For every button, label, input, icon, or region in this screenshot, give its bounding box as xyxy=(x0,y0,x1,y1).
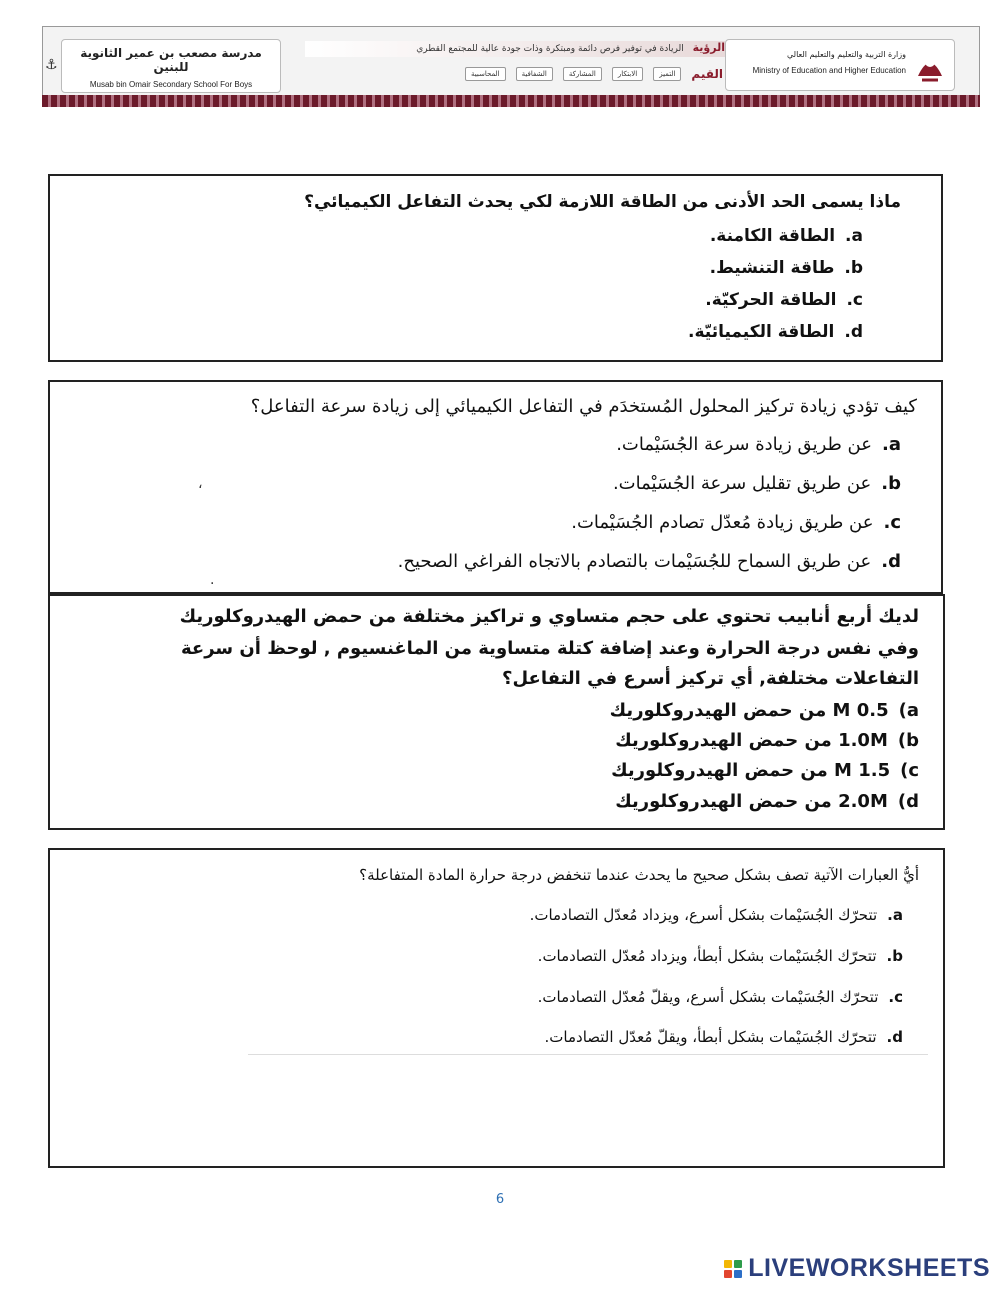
school-name-english: Musab bin Omair Secondary School For Boys xyxy=(89,80,253,89)
question-title-line: التفاعلات مختلفة, أي تركيز أسرع في التفاعل؟ xyxy=(502,668,919,689)
answer-option[interactable] xyxy=(710,226,863,246)
option-text: تتحرّك الجُسَيْمات بشكل أسرع، ويزداد مُعدّل التصادمات. xyxy=(529,906,878,924)
ministry-name-arabic: وزارة التربية والتعليم والتعليم العالي xyxy=(786,50,906,59)
answer-option[interactable] xyxy=(615,730,919,751)
option-letter: c. xyxy=(846,290,863,310)
option-text: تتحرّك الجُسَيْمات بشكل أسرع، ويقلّ مُعدّل التصادمات. xyxy=(537,988,879,1006)
answer-option[interactable] xyxy=(545,1028,903,1046)
answer-option[interactable] xyxy=(610,700,919,721)
option-text: عن طريق زيادة مُعدّل تصادم الجُسَيْمات. xyxy=(571,512,874,533)
ministry-box xyxy=(725,39,955,91)
ministry-emblem-icon xyxy=(914,46,946,84)
school-name-arabic: مدرسة مصعب بن عمير الثانوية للبنين xyxy=(80,46,262,74)
question-title: كيف تؤدي زيادة تركيز المحلول المُستخدَم في التفاعل الكيميائي إلى زيادة سرعة التفاعل؟ xyxy=(250,396,917,417)
liveworksheets-logo[interactable] xyxy=(724,1254,990,1283)
option-letter: b. xyxy=(886,947,903,965)
option-letter: a. xyxy=(887,906,903,924)
option-letter: d) xyxy=(897,791,919,812)
question-box-4 xyxy=(48,848,945,1168)
option-letter: d. xyxy=(881,551,901,572)
option-text: 0.5 M من حمض الهيدروكلوريك xyxy=(609,700,889,721)
header-decorative-stripe xyxy=(42,95,980,107)
option-letter: b) xyxy=(897,730,919,751)
stray-mark: . xyxy=(210,572,215,588)
answer-option[interactable] xyxy=(611,760,919,781)
divider-line xyxy=(248,1054,928,1055)
option-text: عن طريق تقليل سرعة الجُسَيْمات. xyxy=(612,473,872,494)
stray-mark: ، xyxy=(198,476,203,492)
ministry-name-english: Ministry of Education and Higher Education xyxy=(752,66,906,75)
answer-option[interactable] xyxy=(613,473,901,494)
value-chip: المحاسبية xyxy=(465,67,506,81)
option-text: تتحرّك الجُسَيْمات بشكل أبطأ، ويزداد مُعدّل التصادمات. xyxy=(537,947,877,965)
question-title: ماذا يسمى الحد الأدنى من الطاقة اللازمة لكي يحدث التفاعل الكيميائي؟ xyxy=(304,192,901,212)
vision-statement xyxy=(305,41,725,57)
vision-label: الرؤية xyxy=(692,41,725,54)
option-letter: c. xyxy=(888,988,903,1006)
option-text: تتحرّك الجُسَيْمات بشكل أبطأ، ويقلّ مُعدّل التصادمات. xyxy=(544,1028,877,1046)
answer-option[interactable] xyxy=(538,988,903,1006)
question-box-1 xyxy=(48,174,943,362)
question-title-line: وفي نفس درجة الحرارة وعند إضافة كتلة متساوية من الماغنسيوم , لوحظ أن سرعة xyxy=(181,638,919,659)
answer-option[interactable] xyxy=(688,322,863,342)
option-letter: a. xyxy=(882,434,901,455)
answer-option[interactable] xyxy=(616,434,901,455)
school-name-box xyxy=(61,39,281,93)
answer-option[interactable] xyxy=(705,290,863,310)
vision-text: الريادة في توفير فرص دائمة ومبتكرة وذات جودة عالية للمجتمع القطري xyxy=(416,44,684,54)
values-row xyxy=(343,67,723,81)
answer-option[interactable] xyxy=(710,258,863,278)
answer-option[interactable] xyxy=(538,947,903,965)
option-text: الطاقة الحركيّة. xyxy=(705,290,837,310)
value-chip: المشاركة xyxy=(563,67,602,81)
question-box-2 xyxy=(48,380,943,594)
question-box-3 xyxy=(48,594,945,830)
option-text: عن طريق السماح للجُسَيْمات بالتصادم بالاتجاه الفراغي الصحيح. xyxy=(397,551,872,572)
value-chip: الشفافية xyxy=(516,67,553,81)
option-letter: c. xyxy=(883,512,901,533)
option-letter: a) xyxy=(898,700,919,721)
option-letter: b. xyxy=(844,258,863,278)
option-text: الطاقة الكامنة. xyxy=(709,226,836,246)
values-label: القيم xyxy=(691,67,723,81)
option-text: عن طريق زيادة سرعة الجُسَيْمات. xyxy=(616,434,872,455)
answer-option[interactable] xyxy=(530,906,903,924)
answer-option[interactable] xyxy=(615,791,919,812)
option-letter: b. xyxy=(881,473,901,494)
option-text: طاقة التنشيط. xyxy=(709,258,835,278)
question-title: أيُّ العبارات الآتية تصف بشكل صحيح ما يحدث عندما تنخفض درجة حرارة المادة المتفاعلة؟ xyxy=(359,866,919,884)
answer-option[interactable] xyxy=(398,551,901,572)
anchor-icon: ⚓ xyxy=(45,57,58,73)
value-chip: الابتكار xyxy=(612,67,643,81)
answer-option[interactable] xyxy=(571,512,901,533)
value-chip: التميز xyxy=(653,67,681,81)
liveworksheets-logo-icon xyxy=(724,1260,742,1278)
option-text: 2.0M من حمض الهيدروكلوريك xyxy=(615,791,888,812)
option-text: الطاقة الكيميائيّة. xyxy=(688,322,835,342)
option-letter: c) xyxy=(900,760,919,781)
option-letter: d. xyxy=(844,322,863,342)
option-letter: a. xyxy=(845,226,863,246)
option-text: 1.5 M من حمض الهيدروكلوريك xyxy=(611,760,891,781)
option-letter: d. xyxy=(886,1028,903,1046)
question-title-line: لديك أربع أنابيب تحتوي على حجم متساوي و تراكيز مختلفة من حمض الهيدروكلوريك xyxy=(179,606,919,627)
school-header-banner xyxy=(42,26,980,106)
option-text: 1.0M من حمض الهيدروكلوريك xyxy=(615,730,888,751)
page-number: 6 xyxy=(495,1192,505,1207)
liveworksheets-logo-text: LIVEWORKSHEETS xyxy=(748,1254,990,1282)
